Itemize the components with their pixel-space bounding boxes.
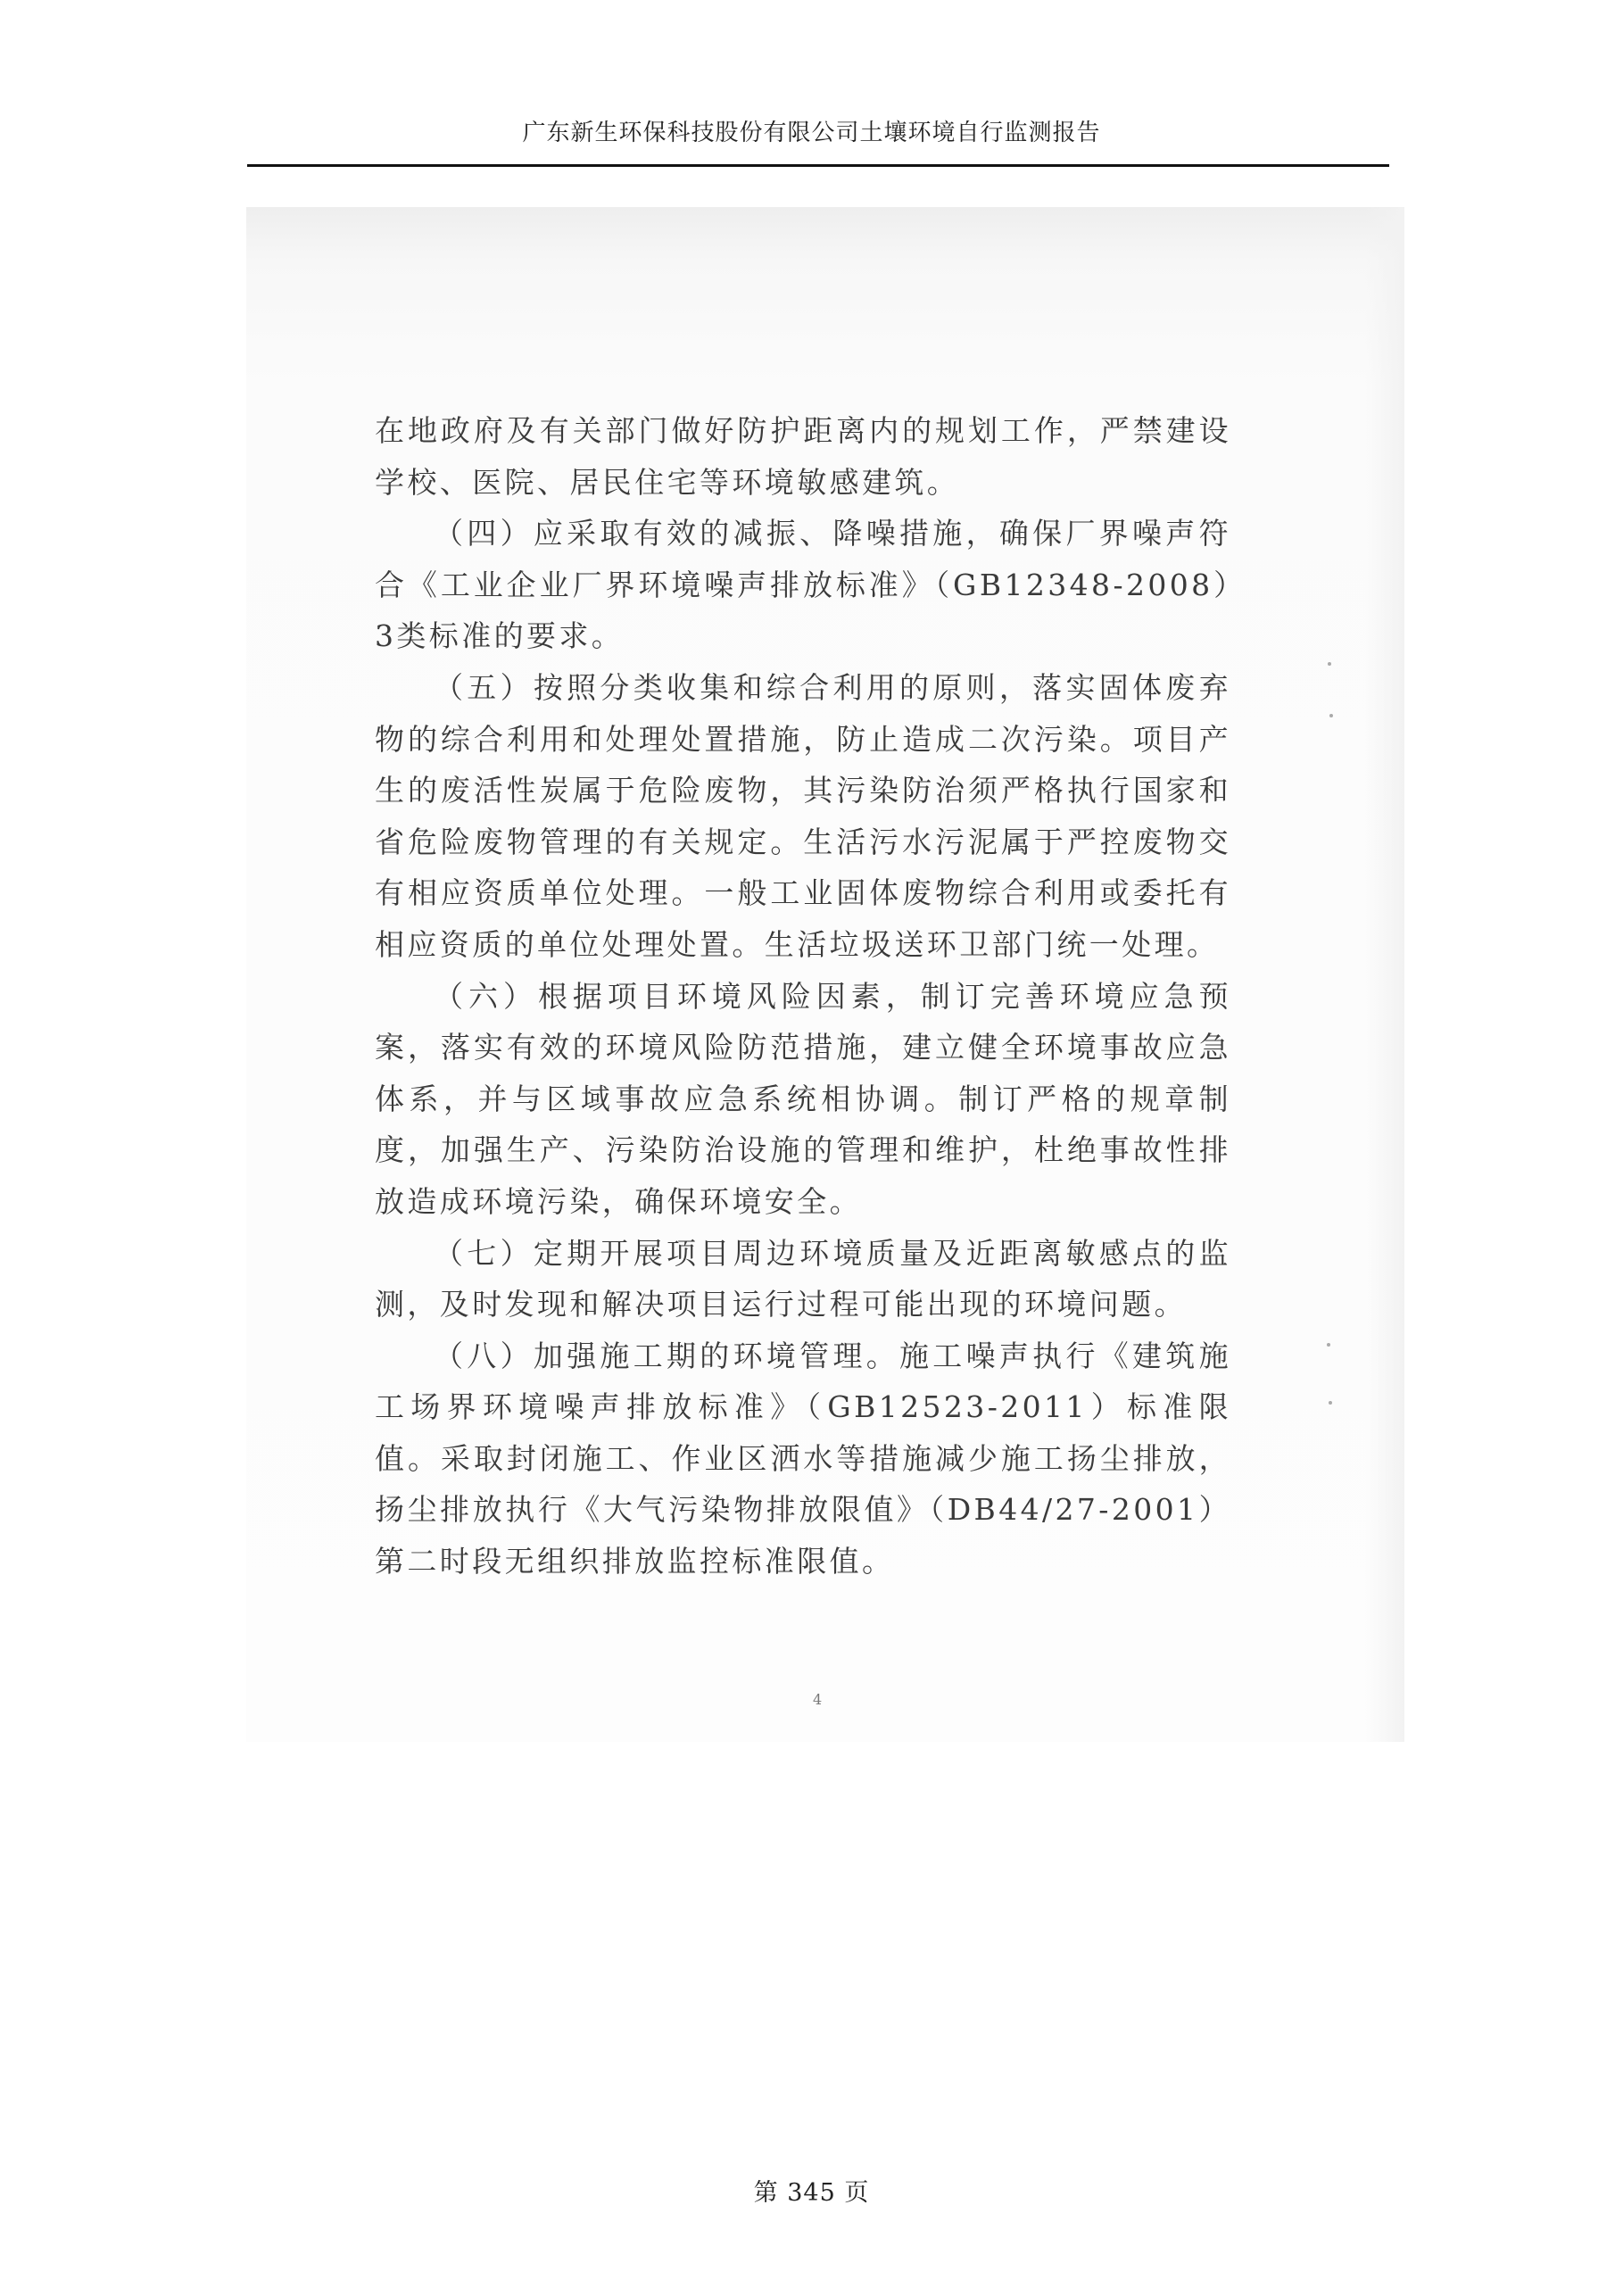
paragraph-risk-management: （六）根据项目环境风险因素，制订完善环境应急预案，落实有效的环境风险防范措施，建立健全环境事故应急体系，并与区域事故应急系统相协调。制订严格的规章制度，加强生产、污染防治设施的管理和维护，杜绝事故性排放造成环境污染，确保环境安全。 <box>375 978 1231 1219</box>
page-number-footer: 第 345 页 <box>753 2179 870 2207</box>
paragraph-solid-waste: （五）按照分类收集和综合利用的原则，落实固体废弃物的综合利用和处理处置措施，防止造成二次污染。项目产生的废活性炭属于危险废物，其污染防治须严格执行国家和省危险废物管理的有关规定。生活污水污泥属于严控废物交有相应资质单位处理。一般工业固体废物综合利用或委托有相应资质的单位处理处置。生活垃圾送环卫部门统一处理。 <box>375 669 1231 962</box>
scan-speck <box>1329 1401 1332 1405</box>
paragraph-monitoring: （七）定期开展项目周边环境质量及近距离敏感点的监测，及时发现和解决项目运行过程可能出现的环境问题。 <box>375 1235 1231 1322</box>
header-divider <box>247 164 1389 167</box>
scan-shadow-edge <box>1365 207 1404 1742</box>
paragraph-construction-management: （八）加强施工期的环境管理。施工噪声执行《建筑施工场界环境噪声排放标准》（GB12523-2011）标准限值。采取封闭施工、作业区洒水等措施减少施工扬尘排放，扬尘排放执行《大气污染物排放限值》（DB44/27-2001）第二时段无组织排放监控标准限值。 <box>375 1338 1231 1579</box>
scan-speck <box>1328 662 1331 666</box>
scan-speck <box>1327 1343 1330 1347</box>
paragraph-protection-distance: 在地政府及有关部门做好防护距离内的规划工作，严禁建设学校、医院、居民住宅等环境敏感建筑。 <box>375 413 1231 500</box>
scan-speck <box>1329 714 1333 717</box>
document-body <box>375 405 1231 1587</box>
report-header-title: 广东新生环保科技股份有限公司土壤环境自行监测报告 <box>522 120 1101 146</box>
scanned-page-number: 4 <box>813 1691 823 1708</box>
paragraph-noise-control: （四）应采取有效的减振、降噪措施，确保厂界噪声符合《工业企业厂界环境噪声排放标准》（GB12348-2008）3类标准的要求。 <box>375 516 1231 654</box>
